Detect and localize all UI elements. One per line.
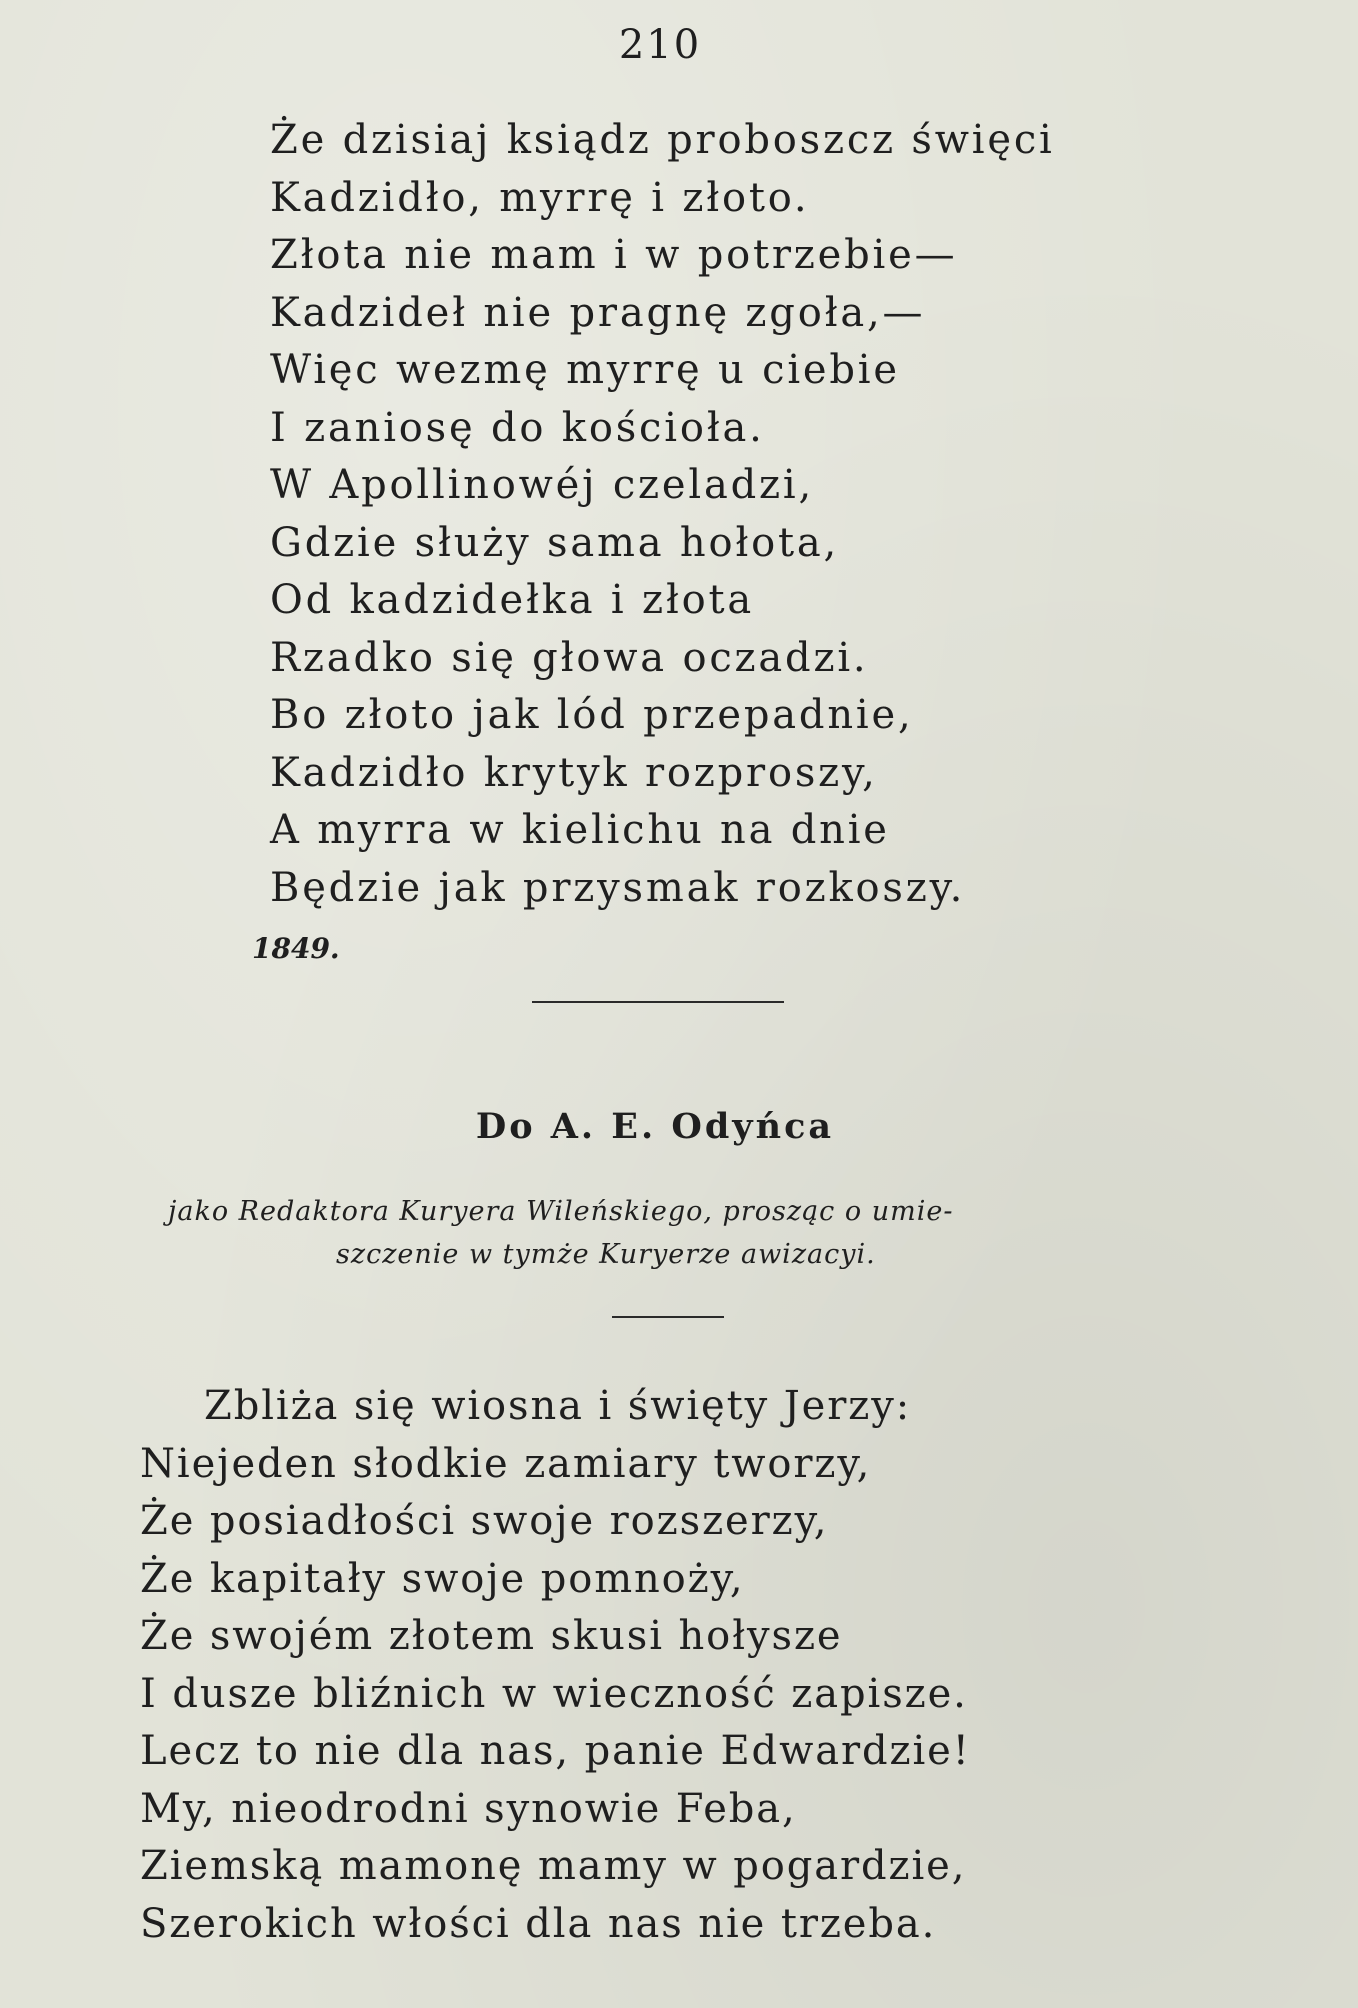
poem-line: Będzie jak przysmak rozkoszy.: [270, 864, 966, 911]
poem-date: 1849.: [252, 932, 340, 965]
poem-line: Szerokich włości dla nas nie trzeba.: [140, 1900, 937, 1947]
poem-line: Bo złoto jak lód przepadnie,: [270, 692, 914, 738]
poem-line: Od kadzidełka i złota: [270, 577, 755, 623]
section-divider: [532, 1001, 784, 1003]
poem-line: Gdzie służy sama hołota,: [270, 519, 840, 566]
poem-line: Kadzidło krytyk rozproszy,: [270, 749, 878, 796]
poem-line: Że posiadłości swoje rozszerzy,: [140, 1498, 829, 1544]
poem-line: Że kapitały swoje pomnoży,: [140, 1555, 745, 1602]
poem-line: Lecz to nie dla nas, panie Edwardzie!: [140, 1728, 971, 1774]
poem-line: Kadzideł nie pragnę zgoła,—: [270, 289, 926, 336]
poem-line: A myrra w kielichu na dnie: [270, 807, 890, 853]
title-divider: [612, 1316, 724, 1318]
poem-line: Ziemską mamonę mamy w pogardzie,: [140, 1843, 967, 1889]
poem-dedication: [168, 1190, 1168, 1276]
poem-line: Zbliża się wiosna i święty Jerzy:: [204, 1383, 912, 1429]
poem-stanza-first: [270, 112, 1055, 917]
poem-line: Kadzidło, myrrę i złoto.: [270, 174, 810, 221]
page-number: 210: [618, 22, 702, 68]
poem-line: W Apollinowéj czeladzi,: [270, 462, 815, 508]
poem-line: Niejeden słodkie zamiary tworzy,: [140, 1440, 872, 1487]
poem-line: I zaniosę do kościoła.: [270, 404, 765, 451]
poem-line: Rzadko się głowa oczadzi.: [270, 634, 869, 681]
poem-line: I dusze bliźnich w wieczność zapisze.: [140, 1670, 968, 1717]
dedication-line: jako Redaktora Kuryera Wileńskiego, prosząc o umie-: [168, 1196, 954, 1227]
dedication-line: szczenie w tymże Kuryerze awizacyi.: [336, 1239, 876, 1270]
poem-line: My, nieodrodni synowie Feba,: [140, 1785, 797, 1832]
poem-line: Więc wezmę myrrę u ciebie: [270, 347, 900, 393]
poem-stanza-second: [140, 1378, 971, 1953]
poem-title: Do A. E. Odyńca: [475, 1106, 835, 1147]
poem-line: Że swojém złotem skusi hołysze: [140, 1613, 843, 1659]
poem-line: Złota nie mam i w potrzebie—: [270, 232, 958, 278]
poem-line: Że dzisiaj ksiądz proboszcz święci: [270, 117, 1055, 163]
